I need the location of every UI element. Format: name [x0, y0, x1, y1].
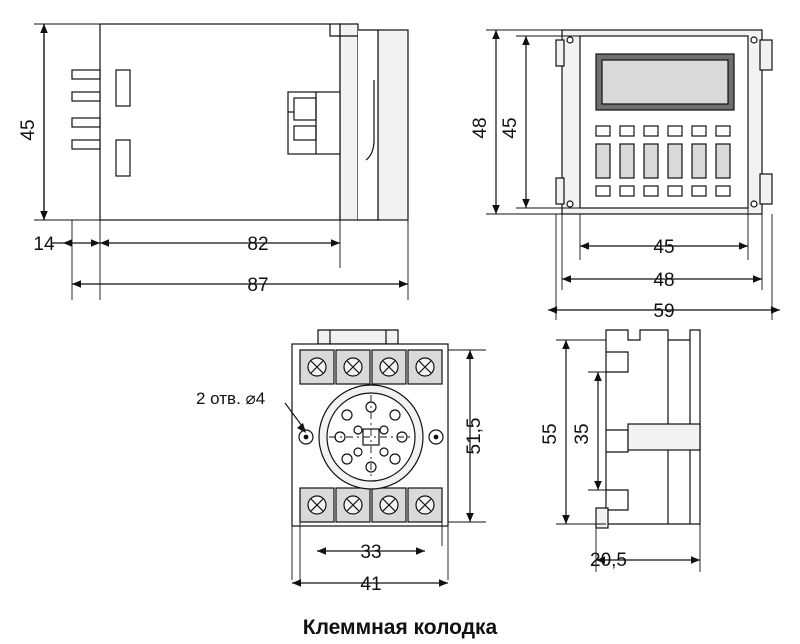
view-relay-front: [556, 30, 772, 214]
dim-label-41: 41: [360, 574, 382, 595]
relay-tab-right-top: [760, 40, 772, 70]
dim-label-45-front-height: 45: [500, 117, 521, 139]
dim-label-205: 20,5: [590, 550, 627, 571]
dim-relay-height-48: [492, 30, 500, 214]
relay-latch-detail: [288, 92, 340, 154]
dim-label-82: 82: [247, 234, 269, 255]
dim-label-35: 35: [572, 423, 593, 445]
note-2-holes-label: 2 отв. ⌀4: [196, 389, 266, 408]
dim-label-33: 33: [360, 542, 382, 563]
relay-screw-tr: [751, 37, 757, 43]
mounting-hole-left-center: [304, 435, 309, 440]
socket-side-foot: [596, 508, 608, 528]
mounting-hole-right-center: [434, 435, 439, 440]
relay-screw-br: [751, 201, 757, 207]
relay-bracket-link: [358, 30, 378, 220]
relay-flange: [340, 24, 358, 220]
dim-label-45-width: 45: [653, 237, 675, 258]
relay-slot-lower: [116, 140, 130, 176]
dim-lead-14: [52, 239, 100, 247]
dim-relay-front-height-45: [522, 36, 530, 208]
dim-label-59: 59: [653, 301, 675, 322]
dim-label-45-height: 45: [18, 119, 39, 141]
figure-caption: Клеммная колодка: [302, 616, 498, 639]
relay-screw-bl: [567, 201, 573, 207]
dim-body-82: [100, 239, 340, 247]
dim-label-14: 14: [33, 234, 55, 255]
dim-relay-height-45: [40, 24, 48, 220]
relay-slot-upper: [116, 70, 130, 106]
dim-socket-side-55: [562, 340, 570, 524]
dim-label-515: 51,5: [464, 417, 485, 455]
relay-back-plate: [378, 30, 408, 220]
relay-tab-right-bottom: [760, 174, 772, 204]
relay-display-screen: [602, 60, 728, 104]
dim-label-48-height: 48: [470, 117, 491, 139]
relay-tab-left-bottom: [556, 178, 564, 204]
relay-tab-left-top: [556, 40, 564, 66]
socket-side-midrib: [628, 424, 700, 450]
relay-screw-tl: [567, 37, 573, 43]
dim-label-48-width: 48: [653, 270, 675, 291]
dim-total-87: [72, 280, 408, 288]
view-relay-side: [72, 24, 408, 220]
dim-label-87: 87: [247, 275, 269, 296]
dim-label-55: 55: [540, 423, 561, 445]
relay-pins: [72, 70, 100, 149]
view-socket-top: [292, 330, 448, 526]
dim-socket-side-35: [594, 372, 602, 490]
view-socket-side: [596, 330, 700, 528]
